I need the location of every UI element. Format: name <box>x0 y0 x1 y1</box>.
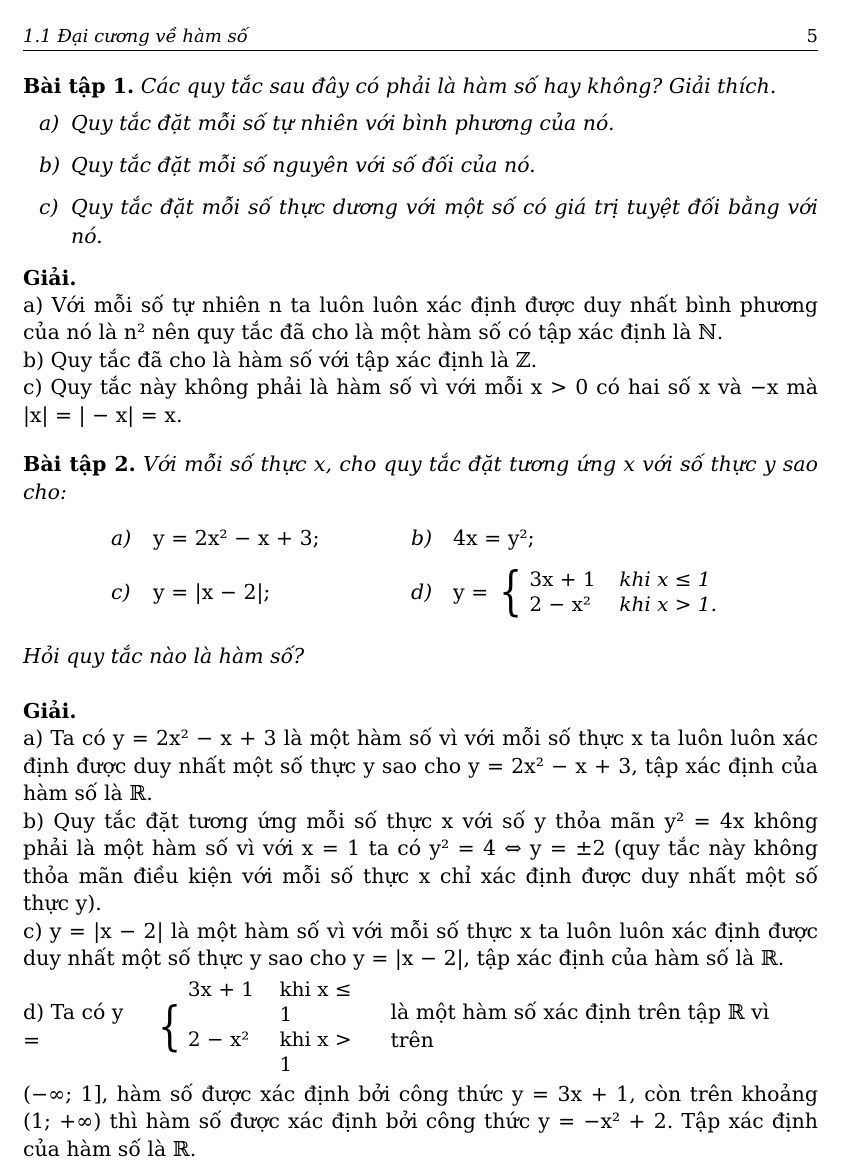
exercise-2-label: Bài tập 2. <box>23 452 136 476</box>
rule-c: c) y = |x − 2|; <box>111 566 411 618</box>
exercise-2-prompt: Với mỗi số thực x, cho quy tắc đặt tương ứng x với số thực y sao cho: <box>23 452 818 504</box>
piecewise-function: { 3x + 1 khi x ≤ 1 2 − x² khi x > 1. <box>494 566 717 618</box>
list-item: c) Quy tắc đặt mỗi số thực dương với một số có giá trị tuyệt đối bằng với nó. <box>39 193 818 251</box>
piecewise-function: { 3x + 1 khi x ≤ 1 2 − x² khi x > 1 <box>153 977 371 1077</box>
brace: { <box>499 566 522 618</box>
solution-2c: c) y = |x − 2| là một hàm số vì với mỗi số thực x ta luôn luôn xác định được duy nhất một số thực y sao cho y = |x − 2|, tập xác định của hàm số là ℝ. <box>23 918 818 973</box>
solution-1-heading: Giải. <box>23 265 818 292</box>
solution-1b: b) Quy tắc đã cho là hàm số với tập xác định là ℤ. <box>23 347 818 375</box>
solution-1c: c) Quy tắc này không phải là hàm số vì với mỗi x > 0 có hai số x và −x mà |x| = | − x| = x. <box>23 374 818 429</box>
solution-2d-line <box>23 977 818 1077</box>
rule-a: a) y = 2x² − x + 3; <box>111 526 411 550</box>
rules-grid <box>111 526 818 618</box>
brace: { <box>158 1001 181 1053</box>
running-header <box>23 26 818 51</box>
list-item: a) Quy tắc đặt mỗi số tự nhiên với bình phương của nó. <box>39 109 818 138</box>
exercise-1-title <box>23 73 818 101</box>
solution-2d-cont: (−∞; 1], hàm số được xác định bởi công thức y = 3x + 1, còn trên khoảng (1; +∞) thì hàm số được xác định bởi công thức y = −x² + 2. Tập xác định của hàm số là ℝ. <box>23 1081 818 1163</box>
solution-2d-rest: là một hàm số xác định trên tập ℝ vì trên <box>390 999 818 1054</box>
solution-1a: a) Với mỗi số tự nhiên n ta luôn luôn xác định được duy nhất bình phương của nó là n² nên quy tắc đã cho là một hàm số có tập xác định là ℕ. <box>23 292 818 347</box>
exercise-1-label: Bài tập 1. <box>23 74 134 98</box>
rule-d: d) y = { 3x + 1 khi x ≤ 1 2 − x² khi x > 1. <box>411 566 771 618</box>
exercise-1-prompt: Các quy tắc sau đây có phải là hàm số hay không? Giải thích. <box>141 74 777 98</box>
solution-2d-intro: d) Ta có y = <box>23 999 147 1054</box>
solution-2b: b) Quy tắc đặt tương ứng mỗi số thực x với số y thỏa mãn y² = 4x không phải là một hàm số vì với x = 1 ta có y² = 4 ⇔ y = ±2 (quy tắc này không thỏa mãn điều kiện với mỗi số thực x chỉ xác định được duy nhất một số thực y). <box>23 808 818 918</box>
solution-2a: a) Ta có y = 2x² − x + 3 là một hàm số vì với mỗi số thực x ta luôn luôn xác định được duy nhất một số thực y sao cho y = 2x² − x + 3, tập xác định của hàm số là ℝ. <box>23 725 818 808</box>
page <box>23 26 818 1163</box>
section-title: 1.1 Đại cương về hàm số <box>23 26 248 47</box>
rule-b: b) 4x = y²; <box>411 526 771 550</box>
solution-2-heading: Giải. <box>23 698 818 725</box>
list-item: b) Quy tắc đặt mỗi số nguyên với số đối của nó. <box>39 151 818 180</box>
page-number: 5 <box>807 26 818 47</box>
exercise-2-title <box>23 451 818 506</box>
exercise-1-items <box>23 109 818 251</box>
question: Hỏi quy tắc nào là hàm số? <box>23 644 818 668</box>
